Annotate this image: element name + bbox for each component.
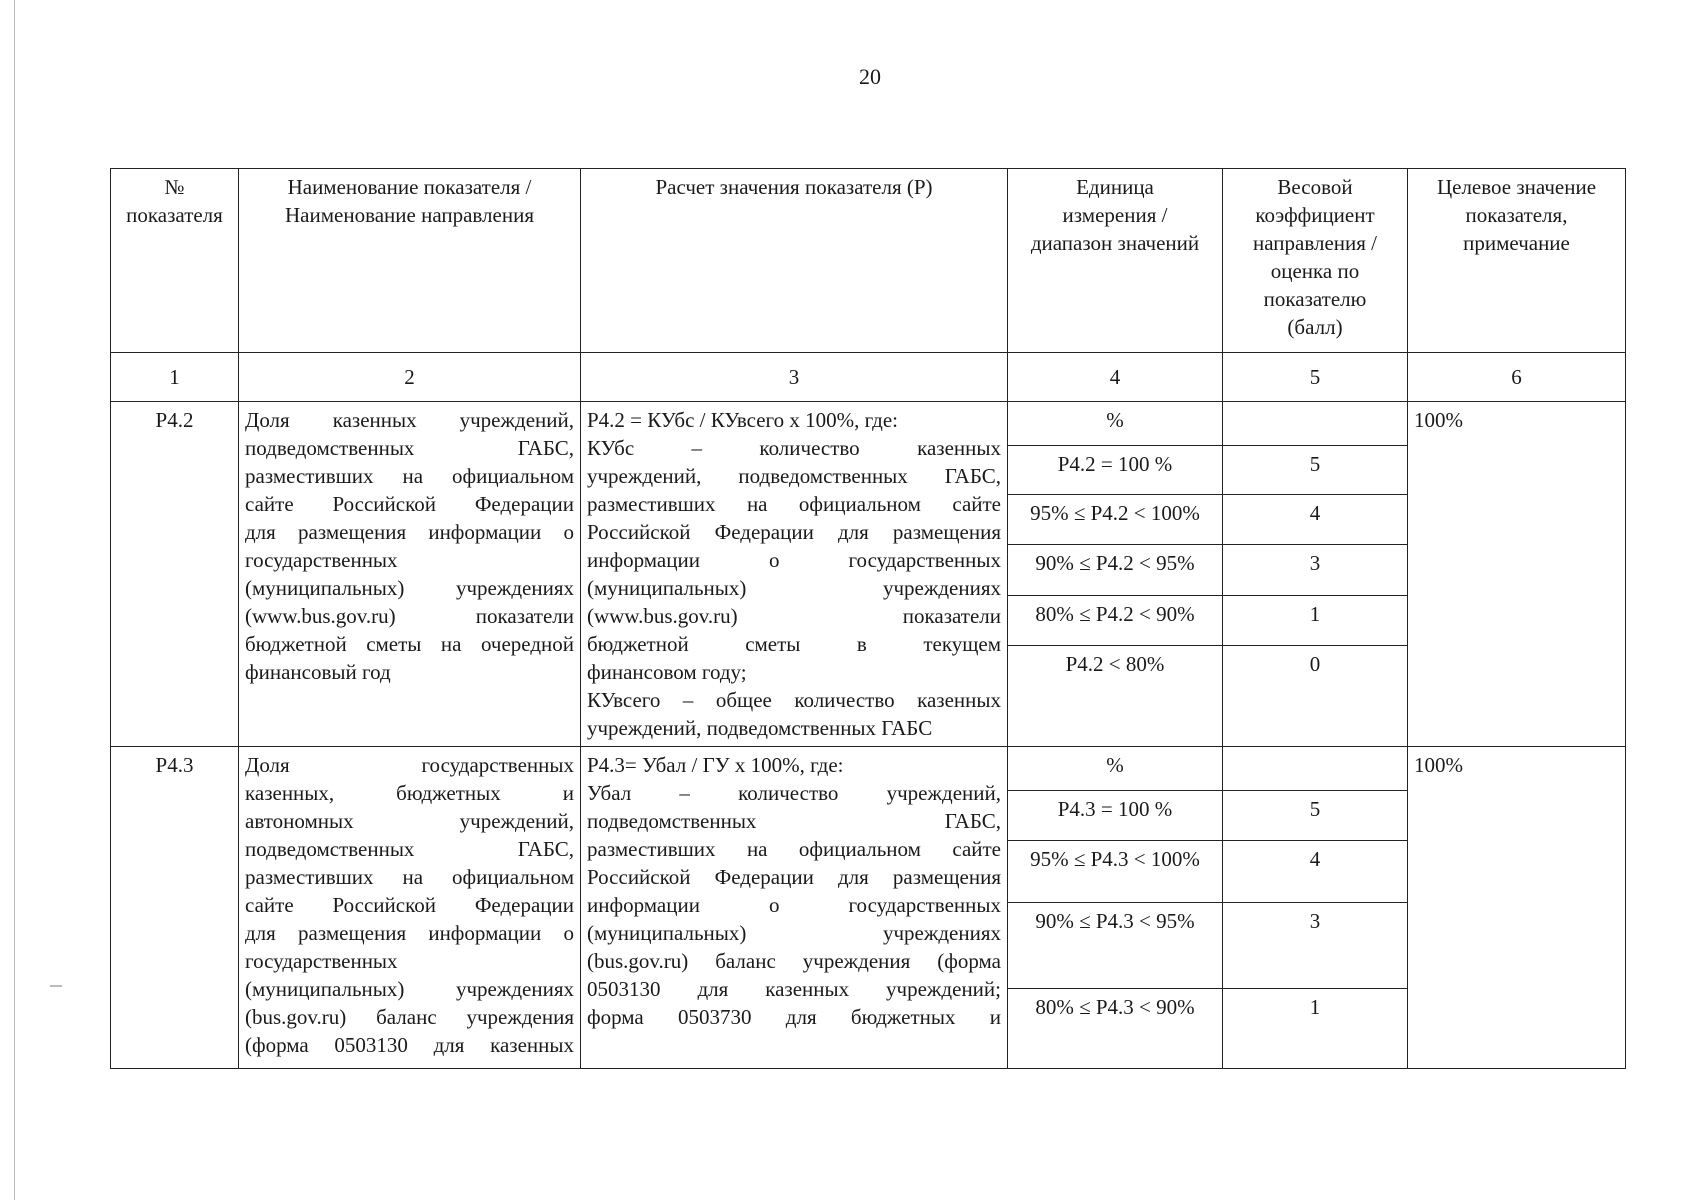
indicator-calculation: Р4.3= Убал / ГУ х 100%, где: Убал – количество учреждений, подведомственных ГАБС, разместивших на официальном сайте Российской Федерации для размещения информации о государственных (муниципальных) учреждениях (bus.gov.ru) баланс учреждения (форма 0503130 для казенных учреждений; форма 0503730 для бюджетных и [581, 747, 1008, 1069]
score-cell: 3 [1223, 903, 1408, 989]
indicator-name: Доля государственных казенных, бюджетных и автономных учреждений, подведомственных ГАБС, разместивших на официальном сайте Российской Федерации для размещения информации о государственных (муниципальных) учреждениях (bus.gov.ru) баланс учреждения (форма 0503130 для казенных [239, 747, 581, 1069]
score-cell: 5 [1223, 446, 1408, 494]
column-number: 3 [581, 353, 1008, 402]
range-cell: 80% ≤ Р4.3 < 90% [1008, 989, 1223, 1069]
range-cell: 95% ≤ Р4.2 < 100% [1008, 494, 1223, 544]
header-indicator-name: Наименование показателя / Наименование направления [239, 169, 581, 353]
header-row [111, 169, 1626, 353]
target-value: 100% [1408, 402, 1626, 747]
score-cell: 4 [1223, 494, 1408, 544]
range-cell: Р4.2 < 80% [1008, 646, 1223, 747]
indicator-calculation: Р4.2 = КУбс / КУвсего х 100%, где: КУбс – количество казенных учреждений, подведомственных ГАБС, разместивших на официальном сайте Российской Федерации для размещения информации о государственных (муниципальных) учреждениях (www.bus.gov.ru) показатели бюджетной сметы в текущем финансовом году; КУвсего – общее количество казенных учреждений, подведомственных ГАБС [581, 402, 1008, 747]
indicator-name: Доля казенных учреждений, подведомственных ГАБС, разместивших на официальном сайте Российской Федерации для размещения информации о государственных (муниципальных) учреждениях (www.bus.gov.ru) показатели бюджетной сметы на очередной финансовый год [239, 402, 581, 747]
page-number: 20 [859, 64, 881, 89]
column-number-row [111, 353, 1626, 402]
score-cell: 1 [1223, 989, 1408, 1069]
target-value: 100% [1408, 747, 1626, 1069]
range-cell: 80% ≤ Р4.2 < 90% [1008, 595, 1223, 645]
range-cell: 90% ≤ Р4.3 < 95% [1008, 903, 1223, 989]
score-cell [1223, 402, 1408, 446]
score-cell: 5 [1223, 791, 1408, 841]
range-cell: % [1008, 747, 1223, 791]
scan-speck [50, 985, 62, 987]
score-cell: 1 [1223, 595, 1408, 645]
score-cell: 4 [1223, 841, 1408, 903]
table-row [111, 402, 1626, 446]
score-cell: 0 [1223, 646, 1408, 747]
header-indicator-number: № показателя [111, 169, 239, 353]
column-number: 5 [1223, 353, 1408, 402]
column-number: 4 [1008, 353, 1223, 402]
column-number: 6 [1408, 353, 1626, 402]
score-cell [1223, 747, 1408, 791]
column-number: 1 [111, 353, 239, 402]
range-cell: Р4.2 = 100 % [1008, 446, 1223, 494]
range-cell: 90% ≤ Р4.2 < 95% [1008, 545, 1223, 595]
range-cell: 95% ≤ Р4.3 < 100% [1008, 841, 1223, 903]
score-cell: 3 [1223, 545, 1408, 595]
range-cell: % [1008, 402, 1223, 446]
indicator-table [110, 168, 1626, 1069]
header-weight-score: Весовой коэффициент направления / оценка по показателю (балл) [1223, 169, 1408, 353]
table-row [111, 747, 1626, 791]
indicator-id: Р4.2 [111, 402, 239, 747]
column-number: 2 [239, 353, 581, 402]
indicator-id: Р4.3 [111, 747, 239, 1069]
header-calculation: Расчет значения показателя (Р) [581, 169, 1008, 353]
scan-edge-mark [14, 0, 15, 1200]
header-unit-range: Единица измерения / диапазон значений [1008, 169, 1223, 353]
header-target-value: Целевое значение показателя, примечание [1408, 169, 1626, 353]
range-cell: Р4.3 = 100 % [1008, 791, 1223, 841]
